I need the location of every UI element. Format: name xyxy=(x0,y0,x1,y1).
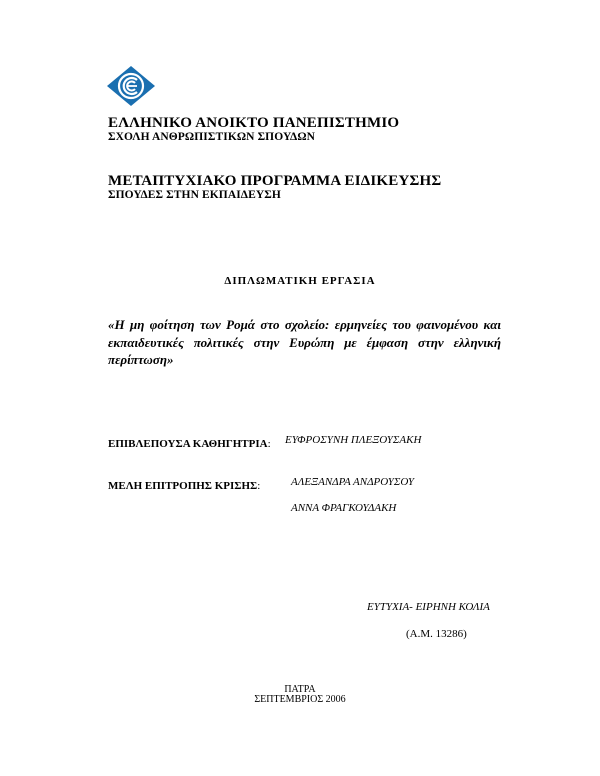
footer-city: ΠΑΤΡΑ xyxy=(284,684,316,695)
committee-member: ΑΝΝΑ ΦΡΑΓΚΟΥΔΑΚΗ xyxy=(291,502,397,514)
thesis-title: «Η μη φοίτηση των Ρομά στο σχολείο: ερμηνείες του φαινομένου και εκπαιδευτικές πολιτικές στην Ευρώπη με έμφαση στην ελληνική περίπτωση» xyxy=(108,317,501,367)
program-title: ΜΕΤΑΠΤΥΧΙΑΚΟ ΠΡΟΓΡΑΜΜΑ ΕΙΔΙΚΕΥΣΗΣ xyxy=(108,173,442,189)
committee-label: ΜΕΛΗ ΕΠΙΤΡΟΠΗΣ ΚΡΙΣΗΣ xyxy=(108,480,258,492)
footer-date: ΣΕΠΤΕΜΒΡΙΟΣ 2006 xyxy=(254,694,346,705)
supervisor-name: ΕΥΦΡΟΣΥΝΗ ΠΛΕΞΟΥΣΑΚΗ xyxy=(285,434,422,446)
thesis-label: ΔΙΠΛΩΜΑΤΙΚΗ ΕΡΓΑΣΙΑ xyxy=(224,275,376,287)
school-name: ΣΧΟΛΗ ΑΝΘΡΩΠΙΣΤΙΚΩΝ ΣΠΟΥΔΩΝ xyxy=(108,131,316,143)
committee-member: ΑΛΕΞΑΝΔΡΑ ΑΝΔΡΟΥΣΟΥ xyxy=(291,476,414,488)
university-logo-icon xyxy=(106,65,156,107)
program-subtitle: ΣΠΟΥΔΕΣ ΣΤΗΝ ΕΚΠΑΙΔΕΥΣΗ xyxy=(108,189,281,201)
supervisor-label: ΕΠΙΒΛΕΠΟΥΣΑ ΚΑΘΗΓΗΤΡΙΑ xyxy=(108,438,268,450)
committee-separator: : xyxy=(257,480,261,492)
university-name: ΕΛΛΗΝΙΚΟ ΑΝΟΙΚΤΟ ΠΑΝΕΠΙΣΤΗΜΙΟ xyxy=(108,115,400,131)
supervisor-separator: : xyxy=(267,438,271,450)
committee-row-label xyxy=(108,476,260,494)
author-name: ΕΥΤΥΧΙΑ- ΕΙΡΗΝΗ ΚΟΛΙΑ xyxy=(367,601,490,613)
registration-number: (Α.Μ. 13286) xyxy=(406,628,467,640)
supervisor-row-label xyxy=(108,434,271,452)
